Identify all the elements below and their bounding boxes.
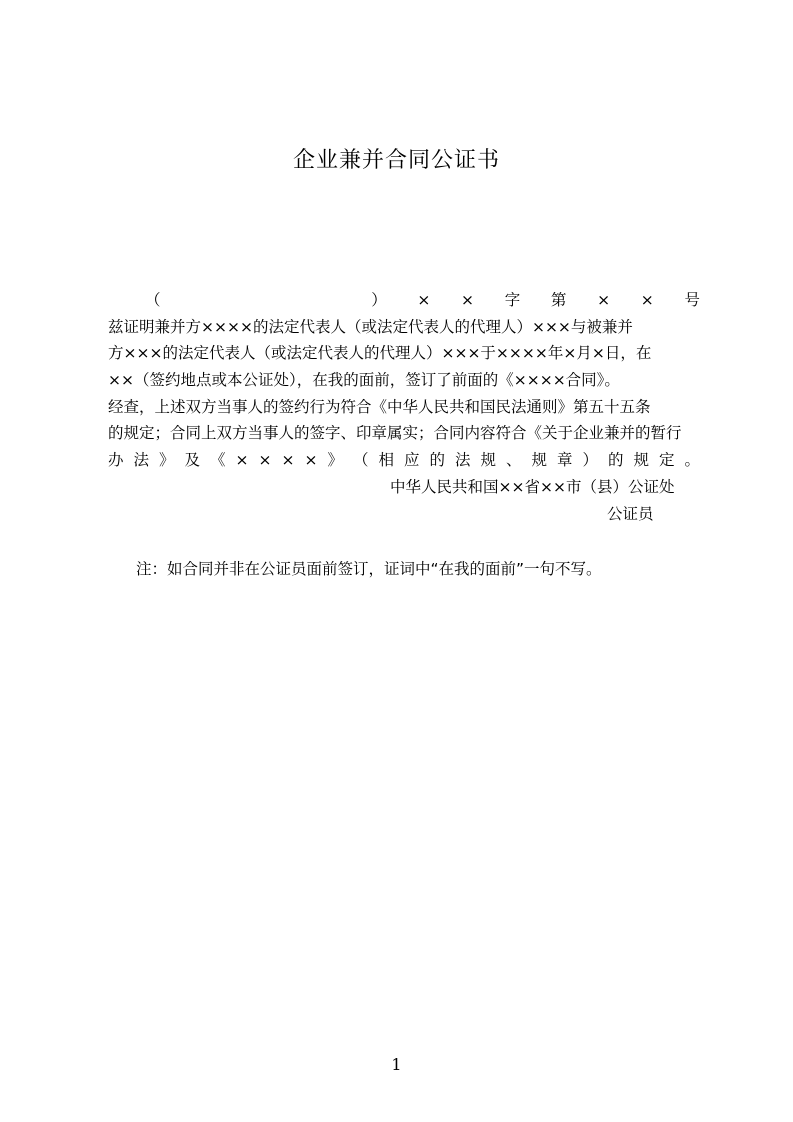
text-char: 及 [184,451,201,469]
text-char: 》 [327,451,343,469]
text-char: 。 [684,451,700,469]
document-number-line [145,288,700,312]
text-char: × [258,451,272,469]
body-line: 兹证明兼并方××××的法定代表人（或法定代表人的代理人）×××与被兼并 [108,318,633,336]
body-line: ××（签约地点或本公证处），在我的面前，签订了前面的《××××合同》。 [108,371,620,389]
text-char: 的 [607,451,624,469]
number-char: 号 [684,291,700,309]
text-char: 规 [633,451,649,469]
number-char: × [597,291,611,309]
text-char: × [281,451,295,469]
page-number: 1 [391,1055,402,1074]
text-char: × [235,451,249,469]
document-number-chars [145,288,700,312]
body-line: 的规定；合同上双方当事人的签字、印章属实；合同内容符合《关于企业兼并的暂行 [108,424,682,442]
text-char: × [304,451,318,469]
text-char: 章 [556,451,573,469]
number-char: （ [145,291,161,309]
text-char: 法 [454,451,471,469]
notary-office: 中华人民共和国××省××市（县）公证处 [390,478,675,496]
text-char: 》 [159,451,175,469]
text-char: 应 [403,451,420,469]
body-line: 方×××的法定代表人（或法定代表人的代理人）×××于××××年×月×日，在 [108,344,652,362]
notary-signature-label: 公证员 [607,505,654,523]
text-char: 的 [429,451,445,469]
text-char: 办 [108,451,124,469]
number-char: 第 [550,291,567,309]
number-char: × [417,291,431,309]
text-char: （ [352,451,369,469]
text-char: 、 [505,451,522,469]
document-note: 注：如合同并非在公证员面前签订，证词中“在我的面前”一句不写。 [136,560,602,578]
text-char: 定 [658,451,675,469]
text-char: 法 [133,451,150,469]
text-char: 规 [531,451,547,469]
body-line: 经查，上述双方当事人的签约行为符合《中华人民共和国民法通则》第五十五条 [108,398,651,416]
text-char: 相 [378,451,394,469]
document-title: 企业兼并合同公证书 [292,148,500,173]
number-char: × [640,291,654,309]
text-char: 《 [210,451,226,469]
number-char: 字 [504,291,521,309]
text-char: ） [582,451,598,469]
last-line-chars [108,448,700,472]
number-char: × [461,291,475,309]
body-line-last [108,448,700,472]
number-char: ） [371,291,387,309]
text-char: 规 [480,451,496,469]
